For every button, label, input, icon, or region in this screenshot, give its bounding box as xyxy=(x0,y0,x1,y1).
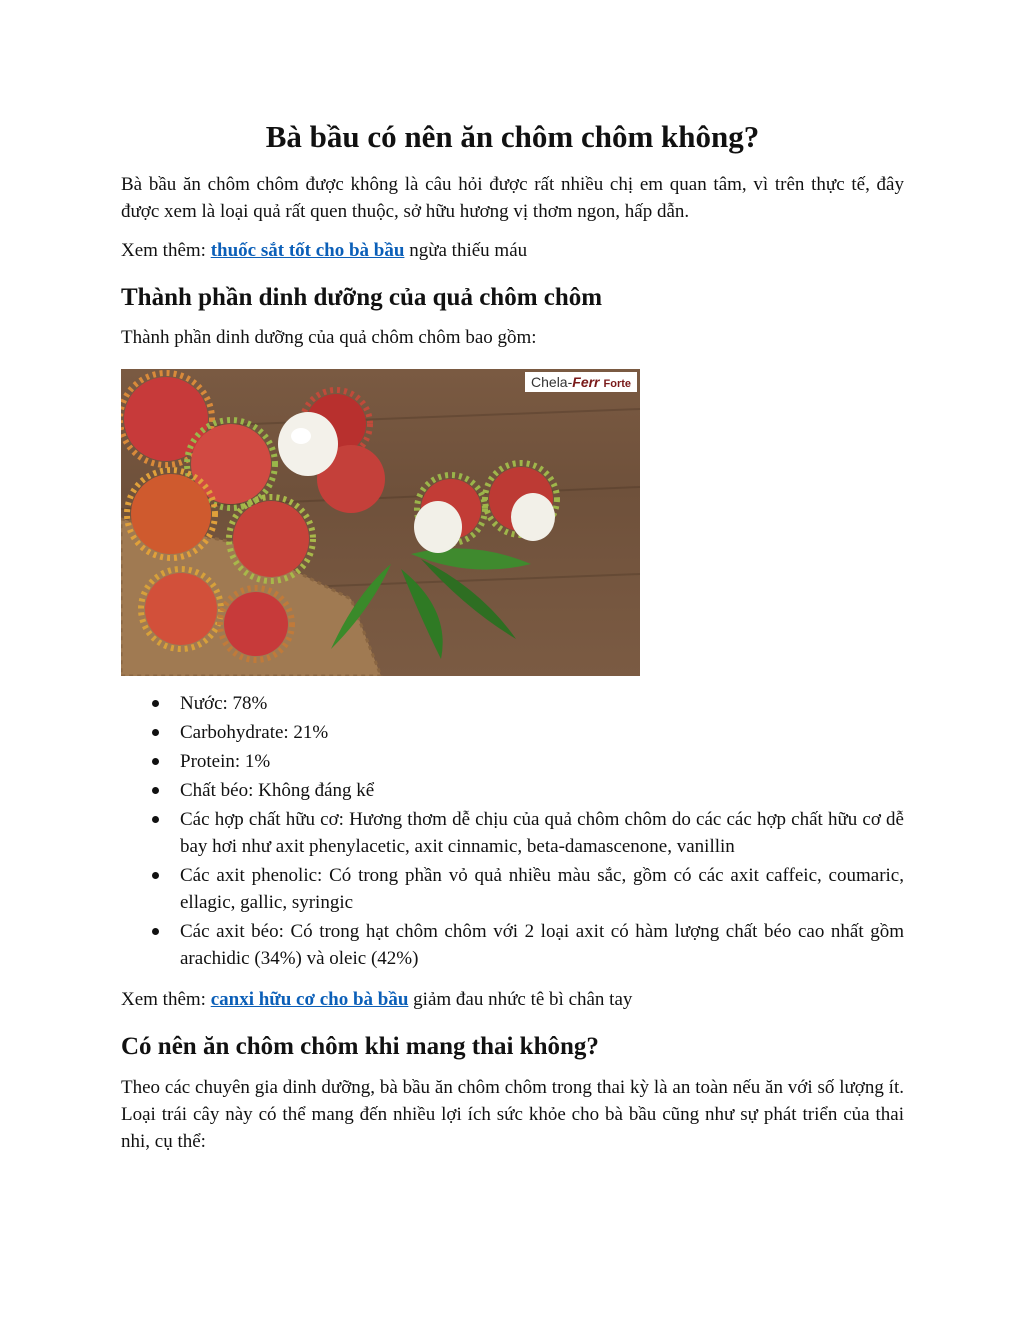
intro-paragraph: Bà bầu ăn chôm chôm được không là câu hỏi được rất nhiều chị em quan tâm, vì trên thực tế, đây được xem là loại quả rất quen thuộc, sở hữu hương vị thơm ngon, hấp dẫn. xyxy=(121,173,904,222)
see-more-suffix: giảm đau nhức tê bì chân tay xyxy=(408,989,633,1011)
article xyxy=(121,118,904,1155)
brand-suffix: Forte xyxy=(603,378,631,391)
see-more-iron xyxy=(121,237,904,264)
iron-supplement-link[interactable]: thuốc sắt tốt cho bà bầu xyxy=(210,239,405,261)
calcium-link[interactable]: canxi hữu cơ cho bà bầu xyxy=(210,989,409,1011)
list-item: Protein: 1% xyxy=(180,748,904,775)
rambutan-illustration xyxy=(121,369,640,676)
see-more-prefix: Xem thêm: xyxy=(121,989,211,1011)
list-item: Carbohydrate: 21% xyxy=(180,719,904,746)
rambutan-photo xyxy=(121,369,640,676)
nutrition-heading: Thành phần dinh dưỡng của quả chôm chôm xyxy=(121,283,603,311)
brand-watermark xyxy=(525,372,637,392)
pregnancy-heading: Có nên ăn chôm chôm khi mang thai không? xyxy=(121,1033,599,1061)
see-more-prefix: Xem thêm: xyxy=(121,239,211,261)
nutrition-lead: Thành phần dinh dưỡng của quả chôm chôm bao gồm: xyxy=(121,327,537,349)
nutrition-list xyxy=(121,690,904,972)
list-item: Nước: 78% xyxy=(180,690,904,717)
list-item: Chất béo: Không đáng kể xyxy=(180,777,904,804)
see-more-suffix: ngừa thiếu máu xyxy=(404,239,528,261)
list-item: Các axit béo: Có trong hạt chôm chôm với 2 loại axit có hàm lượng chất béo cao nhất gồm arachidic (34%) và oleic (42%) xyxy=(180,918,904,972)
brand-bold: Ferr xyxy=(572,374,600,391)
list-item: Các axit phenolic: Có trong phần vỏ quả nhiều màu sắc, gồm có các axit caffeic, coumaric, ellagic, gallic, syringic xyxy=(180,862,904,916)
page-title: Bà bầu có nên ăn chôm chôm không? xyxy=(265,119,760,154)
pregnancy-paragraph: Theo các chuyên gia dinh dưỡng, bà bầu ăn chôm chôm trong thai kỳ là an toàn nếu ăn với số lượng ít. Loại trái cây này có thể mang đến nhiều lợi ích sức khỏe cho bà bầu cũng như sự phát triển của thai nhi, cụ thể: xyxy=(121,1076,904,1152)
brand-prefix: Chela- xyxy=(531,374,573,391)
see-more-calcium xyxy=(121,986,904,1013)
list-item: Các hợp chất hữu cơ: Hương thơm dễ chịu của quả chôm chôm do các các hợp chất hữu cơ dễ bay hơi như axit phenylacetic, axit cinnamic, beta-damascenone, vanillin xyxy=(180,806,904,860)
